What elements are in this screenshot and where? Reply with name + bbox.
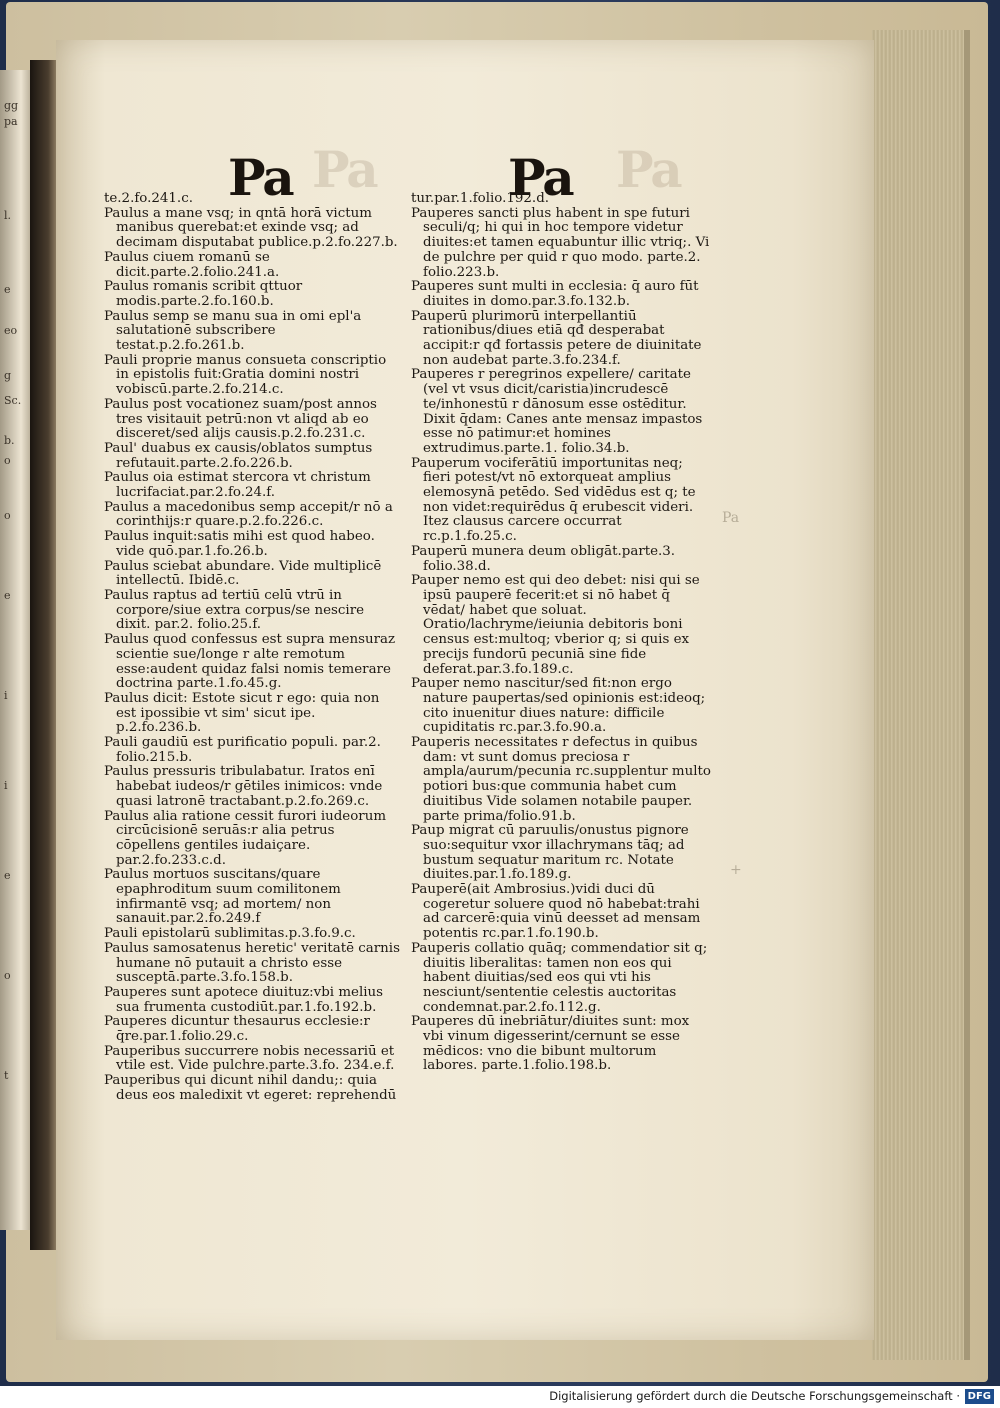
left-strip-text: gg: [4, 99, 19, 112]
left-strip-text: g: [4, 369, 12, 382]
index-entry: Pauperum vociferātiū importunitas neq; fieri potest/vt nō extorqueat amplius elemosynā petēdo. Sed vidēdus est q; te non videt:requirēdus q̄ erubescit videri. Itez clausus carcere occurrat rc.p.1.fo.25.c.: [411, 455, 696, 545]
headword-right: Pa: [508, 148, 573, 207]
left-strip-text: pa: [4, 115, 18, 128]
index-entry: Pauperis collatio quāq; commendatior sit q; diuitis liberalitas: tamen non eos qui habent diuitias/sed eos qui vti his nesciunt/sententie celestis auctoritas condemnat.par.2.fo.112.g.: [411, 940, 708, 1015]
index-column-left: [104, 192, 400, 1104]
index-entry: Pauperes dicuntur thesaurus ecclesie:r q̄re.par.1.folio.29.c.: [104, 1014, 370, 1045]
index-column-right: [411, 192, 713, 1074]
footer-credit: Digitalisierung gefördert durch die Deutsche Forschungsgemeinschaft ·: [549, 1389, 960, 1403]
index-entry: Paup migrat cū paruulis/onustus pignore suo:sequitur vxor illachrymans tāq; ad bustum sequatur maritum rc. Notate diuites.par.1.fo.189.g.: [411, 823, 689, 883]
index-entry: Paulus alia ratione cessit furori iudeorum circūcisionē seruās:r alia petrus cōpellens gentiles iudaiçare. par.2.fo.233.c.d.: [104, 808, 387, 868]
index-entry: Pauperes dū inebriātur/diuites sunt: mox vbi vinum digesserint/cernunt se esse mēdicos: vno die bibunt multorum labores. parte.1.folio.198.b.: [411, 1014, 690, 1074]
left-strip-text: Sc.: [4, 394, 22, 407]
index-entry: Paulus sciebat abundare. Vide multiplicē intellectū. Ibidē.c.: [104, 558, 382, 589]
index-entry: Paulus samosatenus heretic' veritatē carnis humane nō putauit a christo esse susceptā.parte.3.fo.158.b.: [104, 940, 400, 986]
book-gutter: [30, 60, 56, 1250]
index-entry: Paulus inquit:satis mihi est quod habeo. vide quō.par.1.fo.26.b.: [104, 529, 375, 559]
left-strip-text: e: [4, 589, 11, 602]
index-entry: Paulus ciuem romanū se dicit.parte.2.folio.241.a.: [104, 249, 280, 280]
index-entry: Pauper nemo est qui deo debet: nisi qui se ipsū pauperē fecerit:et si nō habet q̄ vēdat/ habet que soluat. Oratio/lachryme/ieiunia debitoris boni census est:multoq; vberior q; si quis ex precijs fundorū pecuniā sine fide deferat.par.3.fo.189.c.: [411, 573, 700, 677]
index-entry: Paulus post vocationez suam/post annos tres visitauit petrū:non vt aliqd ab eo disceret/sed alijs causis.p.2.fo.231.c.: [104, 396, 377, 442]
margin-mark-pa: Pa: [722, 510, 740, 526]
index-entry: Pauli proprie manus consueta conscriptio in epistolis fuit:Gratia domini nostri vobiscū.parte.2.fo.214.c.: [104, 352, 387, 398]
index-entry: Pauperibus qui dicunt nihil dandu;: quia deus eos maledixit vt egeret: reprehendū: [104, 1073, 397, 1103]
left-strip-text: e: [4, 283, 11, 296]
index-entry: Paulus mortuos suscitans/quare epaphroditum suum comilitonem infirmantē vsq; ad mortem/ non sanauit.par.2.fo.249.f: [104, 867, 341, 927]
index-entry: Pauperē(ait Ambrosius.)vidi duci dū cogeretur soluere quod nō habebat:trahi ad carcerē:quia vinū deesset ad mensam potentis rc.par.1.fo.190.b.: [411, 882, 701, 942]
index-entry: Pauperes sancti plus habent in spe futuri seculi/q; hi qui in hoc tempore videtur diuites:et tamen equabuntur illic vtriq;. Vi de pulchre per quid r quo modo. parte.2. folio.223.b.: [411, 205, 710, 280]
index-entry: Paulus raptus ad tertiū celū vtrū in corpore/siue extra corpus/se nescire dixit. par.2. folio.25.f.: [104, 587, 365, 633]
index-entry: Paulus pressuris tribulabatur. Iratos enī habebat iudeos/r gētiles inimicos: vnde quasi latronē tractabant.p.2.fo.269.c.: [104, 764, 383, 809]
index-entry: Paul' duabus ex causis/oblatos sumptus refutauit.parte.2.fo.226.b.: [104, 440, 373, 471]
index-entry: Paulus quod confessus est supra mensuraz scientie sue/longe r alte remotum esse:audent quidaz falsi nomis temerare doctrina parte.1.fo.45.g.: [104, 632, 396, 692]
index-entry: Pauperibus succurrere nobis necessariū et vtile est. Vide pulchre.parte.3.fo. 234.e.f.: [104, 1043, 395, 1074]
left-strip-text: eo: [4, 324, 18, 337]
index-entry: Paulus oia estimat stercora vt christum lucrifaciat.par.2.fo.24.f.: [104, 470, 371, 501]
left-strip-text: t: [4, 1069, 9, 1082]
left-strip-text: i: [4, 689, 8, 702]
headword-ghost-left: Pa: [312, 140, 377, 199]
left-strip-text: o: [4, 509, 11, 522]
left-strip-text: i: [4, 779, 8, 792]
index-entry: Pauperes r peregrinos expellere/ caritate (vel vt vsus dicit/caristia)incrudescē te/inhonestū r dānosum esse ostēditur. Dixit q̄dam: Canes ante mensaz impastos esse nō patimur:et homines extrudimus.parte.1. folio.34.b.: [411, 367, 703, 456]
left-strip-text: o: [4, 969, 11, 982]
index-entry: Pauperes sunt multi in ecclesia: q̄ auro fūt diuites in domo.par.3.fo.132.b.: [411, 279, 699, 309]
index-entry: Pauperū munera deum obligāt.parte.3. folio.38.d.: [411, 543, 676, 574]
footer-bar: [0, 1386, 1000, 1408]
index-entry: Pauperis necessitates r defectus in quibus dam: vt sunt domus preciosa r ampla/aurum/pecunia rc.supplentur multo potiori bus:que communia habet cum diuitibus Vide solamen notabile pauper. parte prima/folio.91.b.: [411, 735, 711, 824]
index-entry: Pauli gaudiū est purificatio populi. par.2. folio.215.b.: [104, 735, 381, 765]
index-entry: Paulus a mane vsq; in qntā horā victum manibus querebat:et exinde vsq; ad decimam disputabat publice.p.2.fo.227.b.: [104, 205, 398, 251]
index-entry: te.2.fo.241.c.: [104, 191, 193, 206]
headword-left: Pa: [228, 148, 293, 207]
left-strip-text: e: [4, 869, 11, 882]
index-entry: Pauperes sunt apotece diuituz:vbi melius sua frumenta custodiūt.par.1.fo.192.b.: [104, 984, 384, 1015]
margin-mark-cross: +: [730, 862, 742, 878]
index-entry: Paulus a macedonibus semp accepit/r nō a corinthijs:r quare.p.2.fo.226.c.: [104, 499, 393, 530]
index-entry: tur.par.1.folio.192.d.: [411, 191, 550, 206]
index-entry: Pauli epistolarū sublimitas.p.3.fo.9.c.: [104, 926, 356, 942]
index-entry: Paulus semp se manu sua in omi epl'a salutationē subscribere testat.p.2.fo.261.b.: [104, 308, 362, 354]
index-entry: Paulus romanis scribit qttuor modis.parte.2.fo.160.b.: [104, 279, 303, 309]
headword-ghost-right: Pa: [616, 140, 681, 199]
previous-page-edge: [0, 70, 30, 1230]
left-strip-text: b.: [4, 434, 15, 447]
dfg-logo: DFG: [965, 1389, 994, 1404]
index-entry: Paulus dicit: Estote sicut r ego: quia non est ipossibie vt sim' sicut ipe. p.2.fo.236.b.: [104, 690, 380, 736]
page-fore-edge: [872, 30, 970, 1360]
left-strip-text: l.: [4, 209, 12, 222]
left-strip-text: o: [4, 454, 11, 467]
index-entry: Pauperū plurimorū interpellantiū rationibus/diues etiā qđ desperabat accipit:r qđ fortassis petere de diuinitate non audebat parte.3.fo.234.f.: [411, 308, 702, 368]
index-entry: Pauper nemo nascitur/sed fit:non ergo nature paupertas/sed opinionis est:ideoq; cito inuenitur diues nature: difficile cupiditatis rc.par.3.fo.90.a.: [411, 676, 706, 736]
